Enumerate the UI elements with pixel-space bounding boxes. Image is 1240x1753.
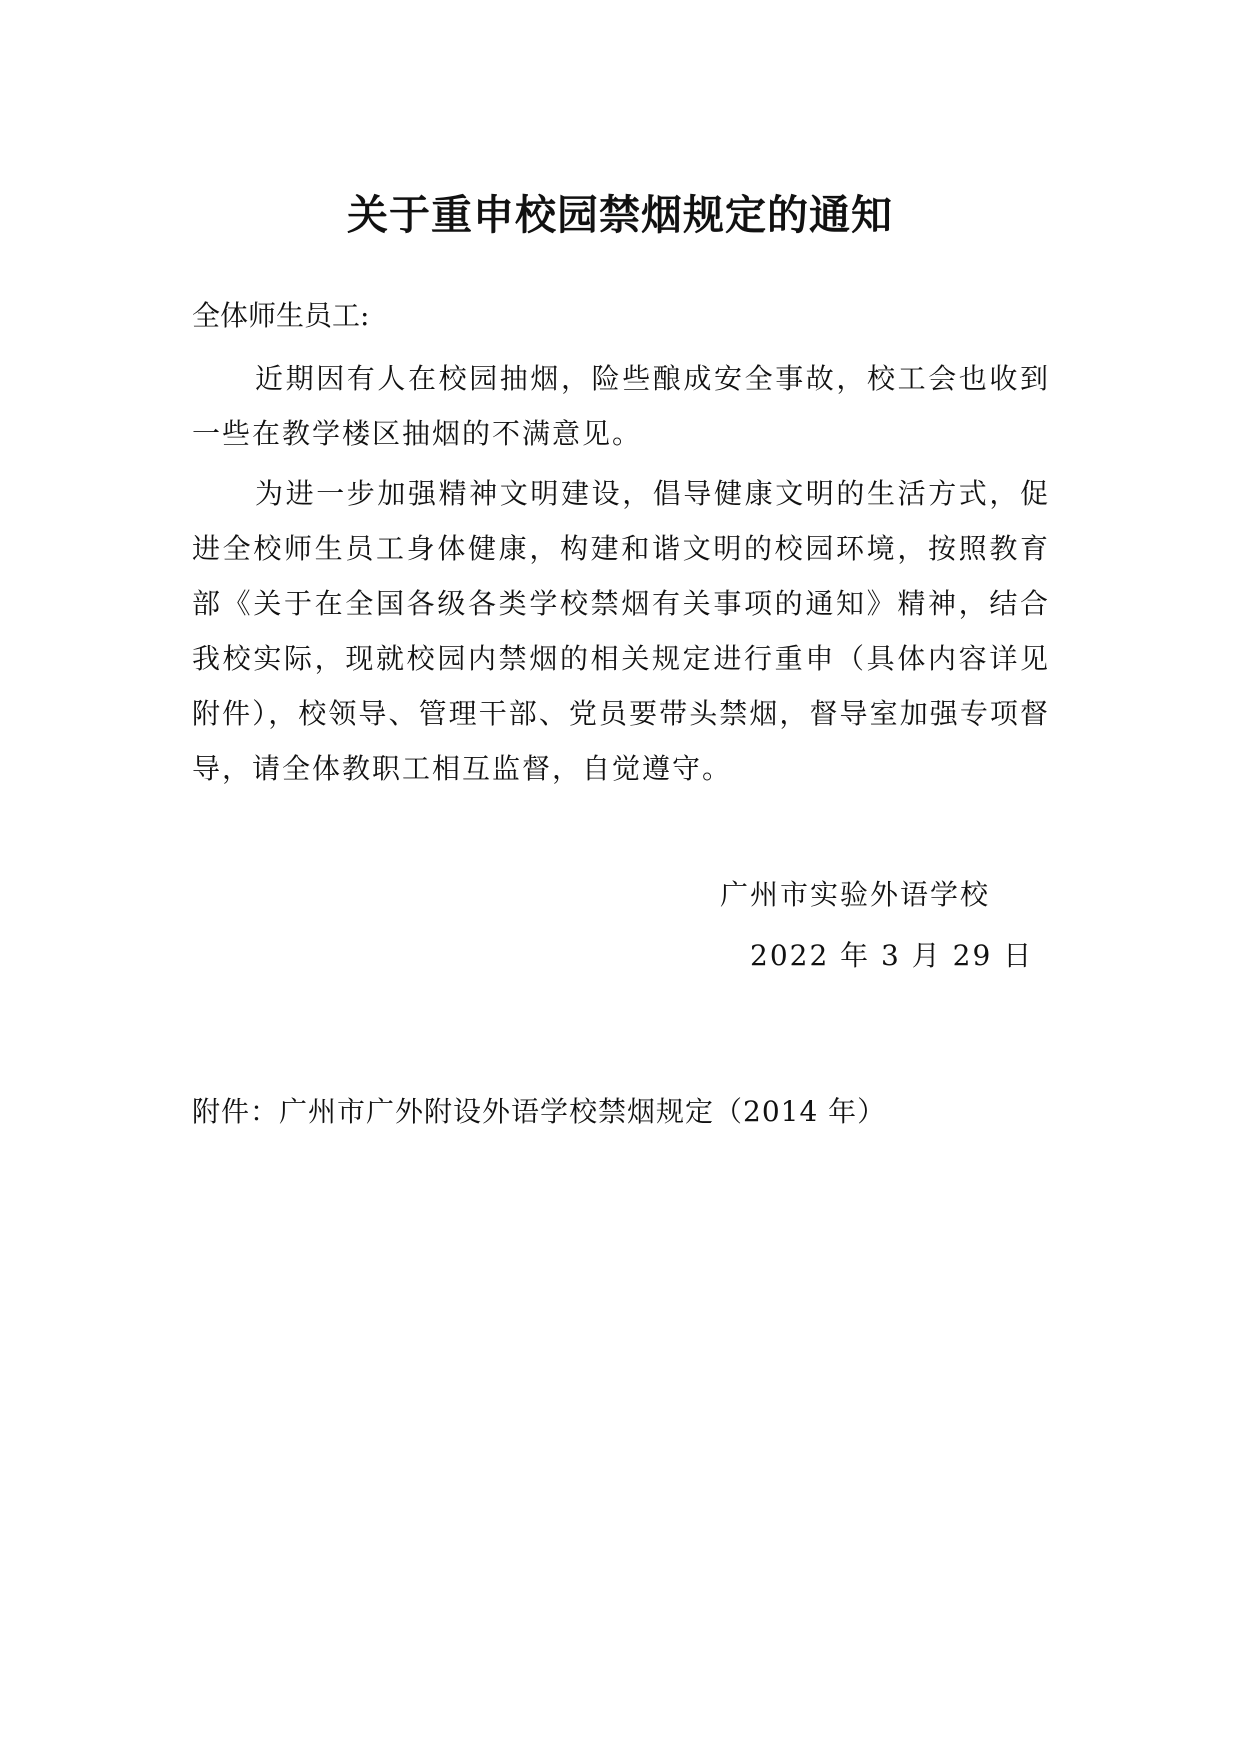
attachment-note: 附件：广州市广外附设外语学校禁烟规定（2014 年） xyxy=(192,1095,887,1128)
issuer-signature: 广州市实验外语学校 xyxy=(720,878,991,911)
issue-date: 2022 年 3 月 29 日 xyxy=(750,939,1034,972)
notice-title: 关于重申校园禁烟规定的通知 xyxy=(347,191,893,239)
body-paragraph-1: 近期因有人在校园抽烟，险些酿成安全事故，校工会也收到一些在教学楼区抽烟的不满意见。 xyxy=(192,362,1050,450)
salutation: 全体师生员工: xyxy=(192,299,370,332)
body-paragraph-2: 为进一步加强精神文明建设，倡导健康文明的生活方式，促进全校师生员工身体健康，构建和谐文明的校园环境，按照教育部《关于在全国各级各类学校禁烟有关事项的通知》精神，结合我校实际，现就校园内禁烟的相关规定进行重申（具体内容详见附件），校领导、管理干部、党员要带头禁烟，督导室加强专项督导，请全体教职工相互监督，自觉遵守。 xyxy=(192,477,1050,785)
